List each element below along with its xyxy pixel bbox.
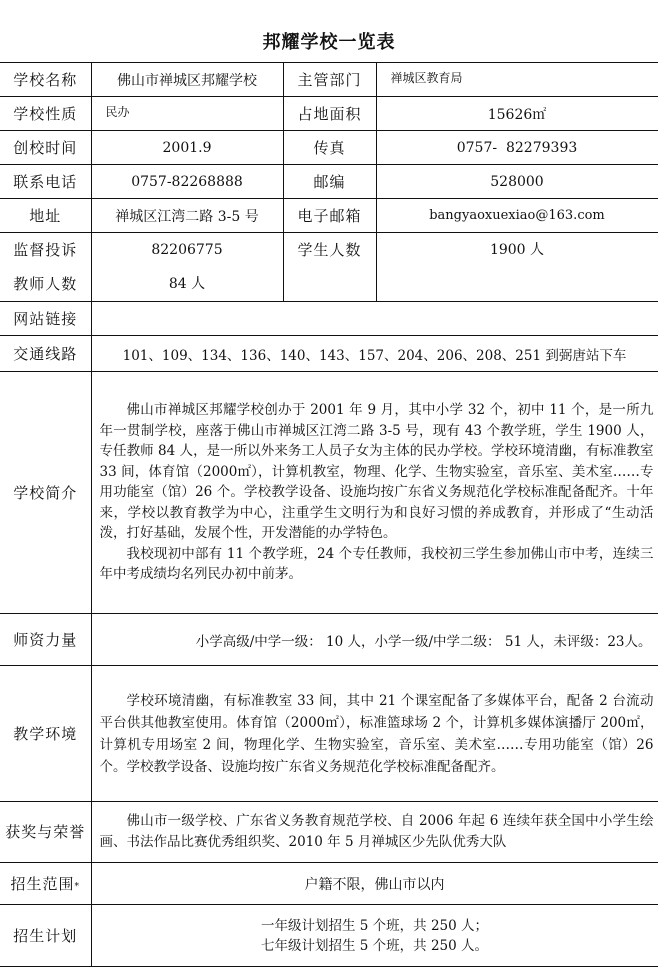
value-nature: 民办 xyxy=(91,97,283,131)
label-dept: 主管部门 xyxy=(283,63,376,97)
table-row xyxy=(0,199,658,233)
value-awards xyxy=(91,802,658,863)
value-plan xyxy=(91,905,658,967)
value-teachers: 84 人 xyxy=(168,276,206,292)
school-info-table xyxy=(0,62,658,967)
table-row xyxy=(0,905,658,967)
label-scope xyxy=(0,863,91,905)
value-faculty: 小学高级/中学一级： 10 人，小学一级/中学二级： 51 人，未评级：23人。 xyxy=(91,614,658,666)
intro-paragraph: 我校现初中部有 11 个教学班，24 个专任教师，我校初三学生参加佛山市中考，连续三年中考成绩均名列民办初中前茅。 xyxy=(99,545,654,583)
table-row xyxy=(0,666,658,802)
environment-text: 学校环境清幽，有标准教室 33 间，其中 21 个课室配备了多媒体平台，配备 2 台流动平台供其他教室使用。体育馆（2000㎡），标准篮球场 2 个，计算机多媒体演播厅 200㎡，计算机专用场室 2 间，物理化学、生物实验室，音乐室、美术室……专用功能室（馆）26 个。学校教学设备、设施均按广东省义务规范化学校标准配备配齐。 xyxy=(99,692,654,775)
label-postcode: 邮编 xyxy=(283,165,376,199)
plan-line: 七年级计划招生 5 个班，共 250 人。 xyxy=(260,937,489,954)
label-nature: 学校性质 xyxy=(0,97,91,131)
value-dept: 禅城区教育局 xyxy=(376,63,658,97)
label-complaint: 监督投诉 xyxy=(13,241,78,259)
value-students: 1900 人 xyxy=(489,242,545,258)
value-email: bangyaoxuexiao@163.com xyxy=(376,199,658,233)
table-row xyxy=(0,302,658,336)
value-name: 佛山市禅城区邦耀学校 xyxy=(91,63,283,97)
label-address: 地址 xyxy=(0,199,91,233)
value-intro xyxy=(91,372,658,614)
value-complaint-teachers xyxy=(91,233,283,302)
value-transport: 101、109、134、136、140、143、157、204、206、208、251 到弼唐站下车 xyxy=(91,336,658,372)
table-row xyxy=(0,63,658,97)
label-name: 学校名称 xyxy=(0,63,91,97)
table-row xyxy=(0,131,658,165)
value-complaint: 82206775 xyxy=(151,242,223,258)
label-phone: 联系电话 xyxy=(0,165,91,199)
value-environment xyxy=(91,666,658,802)
label-founded: 创校时间 xyxy=(0,131,91,165)
plan-line: 一年级计划招生 5 个班，共 250 人； xyxy=(260,917,489,934)
table-row xyxy=(0,614,658,666)
table-row xyxy=(0,372,658,614)
label-fax: 传真 xyxy=(283,131,376,165)
table-row xyxy=(0,336,658,372)
value-area: 15626㎡ xyxy=(376,97,658,131)
label-area: 占地面积 xyxy=(283,97,376,131)
label-website: 网站链接 xyxy=(0,302,91,336)
value-scope: 户籍不限，佛山市以内 xyxy=(91,863,658,905)
awards-text: 佛山市一级学校、广东省义务教育规范学校、自 2006 年起 6 连续年获全国中小学生绘画、书法作品比赛优秀组织奖、2010 年 5 月禅城区少先队优秀大队 xyxy=(99,813,654,850)
label-awards: 获奖与荣誉 xyxy=(0,802,91,863)
value-founded: 2001.9 xyxy=(91,131,283,165)
value-address: 禅城区江湾二路 3-5 号 xyxy=(91,199,283,233)
table-row xyxy=(0,233,658,302)
label-scope-text: 招生范围 xyxy=(10,875,75,893)
label-faculty: 师资力量 xyxy=(0,614,91,666)
label-intro: 学校简介 xyxy=(0,372,91,614)
value-postcode: 528000 xyxy=(376,165,658,199)
table-row xyxy=(0,802,658,863)
table-row xyxy=(0,863,658,905)
label-environment: 教学环境 xyxy=(0,666,91,802)
table-row xyxy=(0,165,658,199)
label-complaint-teachers xyxy=(0,233,91,302)
table-row xyxy=(0,97,658,131)
label-students: 学生人数 xyxy=(297,241,362,259)
value-website[interactable] xyxy=(91,302,658,336)
label-plan: 招生计划 xyxy=(0,905,91,967)
label-transport: 交通线路 xyxy=(0,336,91,372)
page-title: 邦耀学校一览表 xyxy=(262,32,396,53)
scope-mark: * xyxy=(74,882,80,892)
label-email: 电子邮箱 xyxy=(283,199,376,233)
intro-paragraph: 佛山市禅城区邦耀学校创办于 2001 年 9 月，其中小学 32 个，初中 11 个，是一所九年一贯制学校，座落于佛山市禅城区江湾二路 3-5 号，现有 43 个教学班，学生 1900 人，专任教师 84 人，是一所以外来务工人员子女为主体的民办学校。学校环境清幽，有标准教室 33 间，体育馆（2000㎡），计算机教室，物理、化学、生物实验室，音乐室、美术室……专用功能室（馆）26 个。学校教学设备、设施均按广东省义务规范化学校标准配备配齐。十年来，学校以教育教学为中心，注重学生文明行为和良好习惯的养成教育，并形成了“生动活泼，打好基础，发展个性，开发潜能的办学特色。 xyxy=(99,402,654,542)
value-fax: 0757- 82279393 xyxy=(376,131,658,165)
label-teachers: 教师人数 xyxy=(13,275,78,293)
value-phone: 0757-82268888 xyxy=(91,165,283,199)
